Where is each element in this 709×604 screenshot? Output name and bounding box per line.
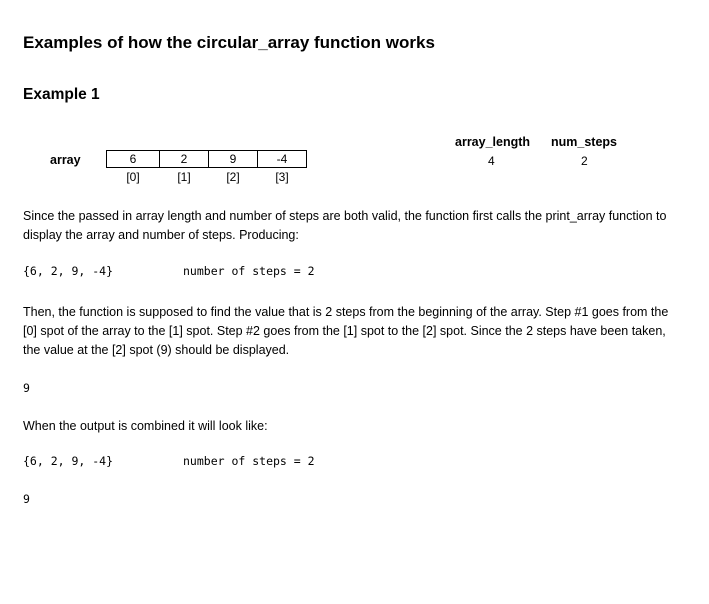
- num-steps-header: num_steps: [551, 135, 617, 149]
- paragraph-combined: When the output is combined it will look like:: [23, 419, 268, 433]
- combined-array-line: {6, 2, 9, -4}: [23, 454, 114, 468]
- array-indices-row: [107, 168, 307, 185]
- array-values-row: [107, 151, 307, 168]
- array-cell: -4: [258, 151, 307, 168]
- array-cell: 9: [209, 151, 258, 168]
- array-index: [3]: [275, 170, 289, 184]
- num-steps-value: 2: [581, 154, 588, 168]
- paragraph-print-array: Since the passed in array length and number of steps are both valid, the function first calls the print_array function to display the array and number of steps. Producing:: [23, 209, 667, 242]
- array-index: [0]: [126, 170, 140, 184]
- array-length-value: 4: [488, 154, 495, 168]
- array-cell: 6: [107, 151, 160, 168]
- array-index: [2]: [226, 170, 240, 184]
- page-title: Examples of how the circular_array function works: [23, 33, 435, 52]
- output-result: 9: [23, 381, 30, 395]
- output-array-line: {6, 2, 9, -4}: [23, 264, 114, 278]
- combined-result: 9: [23, 492, 30, 506]
- array-length-header: array_length: [455, 135, 531, 149]
- example-heading: Example 1: [23, 86, 100, 103]
- array-index: [1]: [177, 170, 191, 184]
- array-cell: 2: [160, 151, 209, 168]
- array-diagram: [106, 150, 307, 184]
- output-steps-line: number of steps = 2: [183, 264, 315, 278]
- array-label: array: [50, 153, 81, 167]
- combined-steps-line: number of steps = 2: [183, 454, 315, 468]
- paragraph-find-value: Then, the function is supposed to find the value that is 2 steps from the beginning of the array. Step #1 goes from the [0] spot of the array to the [1] spot. Step #2 goes from the [1] spot to the [2] spot. Since the 2 steps have been taken, the value at the [2] spot (9) should be displayed.: [23, 305, 669, 357]
